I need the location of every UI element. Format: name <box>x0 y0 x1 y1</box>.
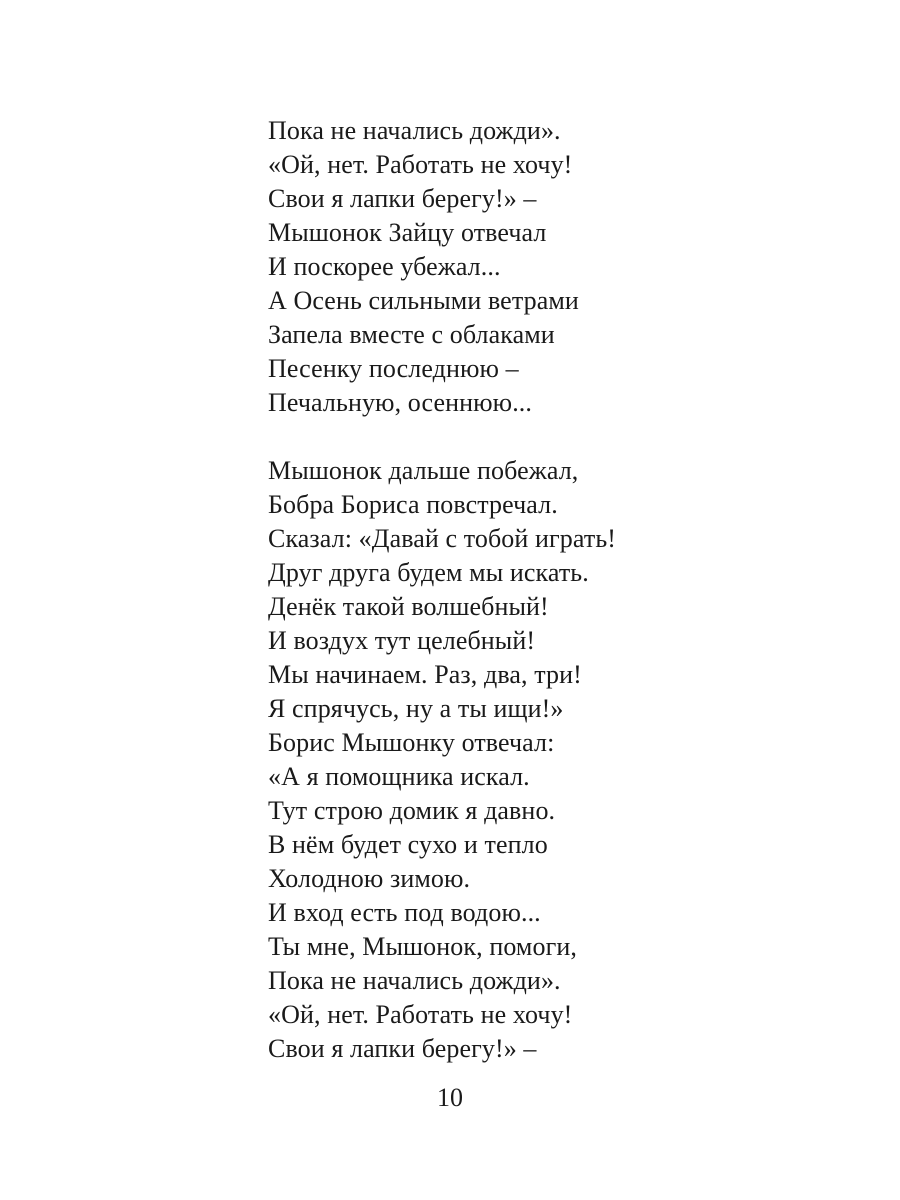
poem-line: Ты мне, Мышонок, помоги, <box>268 932 577 961</box>
poem-line: Тут строю домик я давно. <box>268 796 556 825</box>
poem-line: Свои я лапки берегу!» – <box>268 184 537 213</box>
poem-line: Холодною зимою. <box>268 864 471 893</box>
poem-line: Сказал: «Давай с тобой играть! <box>268 524 617 553</box>
poem-line: Пока не начались дожди». <box>268 966 561 995</box>
poem-line: Мы начинаем. Раз, два, три! <box>268 660 582 689</box>
poem-line: И воздух тут целебный! <box>268 626 536 655</box>
poem-line: Пока не начались дожди». <box>268 116 561 145</box>
poem-line: Денёк такой волшебный! <box>268 592 549 621</box>
poem-line: Запела вместе с облаками <box>268 320 555 349</box>
poem-line: Свои я лапки берегу!» – <box>268 1034 537 1063</box>
poem-line: В нём будет сухо и тепло <box>268 830 548 859</box>
poem-line: И поскорее убежал... <box>268 252 501 281</box>
poem-line: Борис Мышонку отвечал: <box>268 728 555 757</box>
poem-line: Печальную, осеннюю... <box>268 388 533 417</box>
poem-line: Друг друга будем мы искать. <box>268 558 589 587</box>
poem-line: Мышонок дальше побежал, <box>268 456 579 485</box>
poem-line: Бобра Бориса повстречал. <box>268 490 558 519</box>
poem-text <box>268 114 868 1066</box>
stanza-1 <box>268 114 868 420</box>
poem-line: Мышонок Зайцу отвечал <box>268 218 547 247</box>
poem-line: А Осень сильными ветрами <box>268 286 579 315</box>
poem-line: Я спрячусь, ну а ты ищи!» <box>268 694 564 723</box>
page-number: 10 <box>437 1083 463 1112</box>
stanza-2 <box>268 454 868 1066</box>
poem-line: И вход есть под водою... <box>268 898 541 927</box>
poem-line: «А я помощника искал. <box>268 762 530 791</box>
poem-line: «Ой, нет. Работать не хочу! <box>268 150 573 179</box>
poem-line: «Ой, нет. Работать не хочу! <box>268 1000 573 1029</box>
poem-line: Песенку последнюю – <box>268 354 519 383</box>
